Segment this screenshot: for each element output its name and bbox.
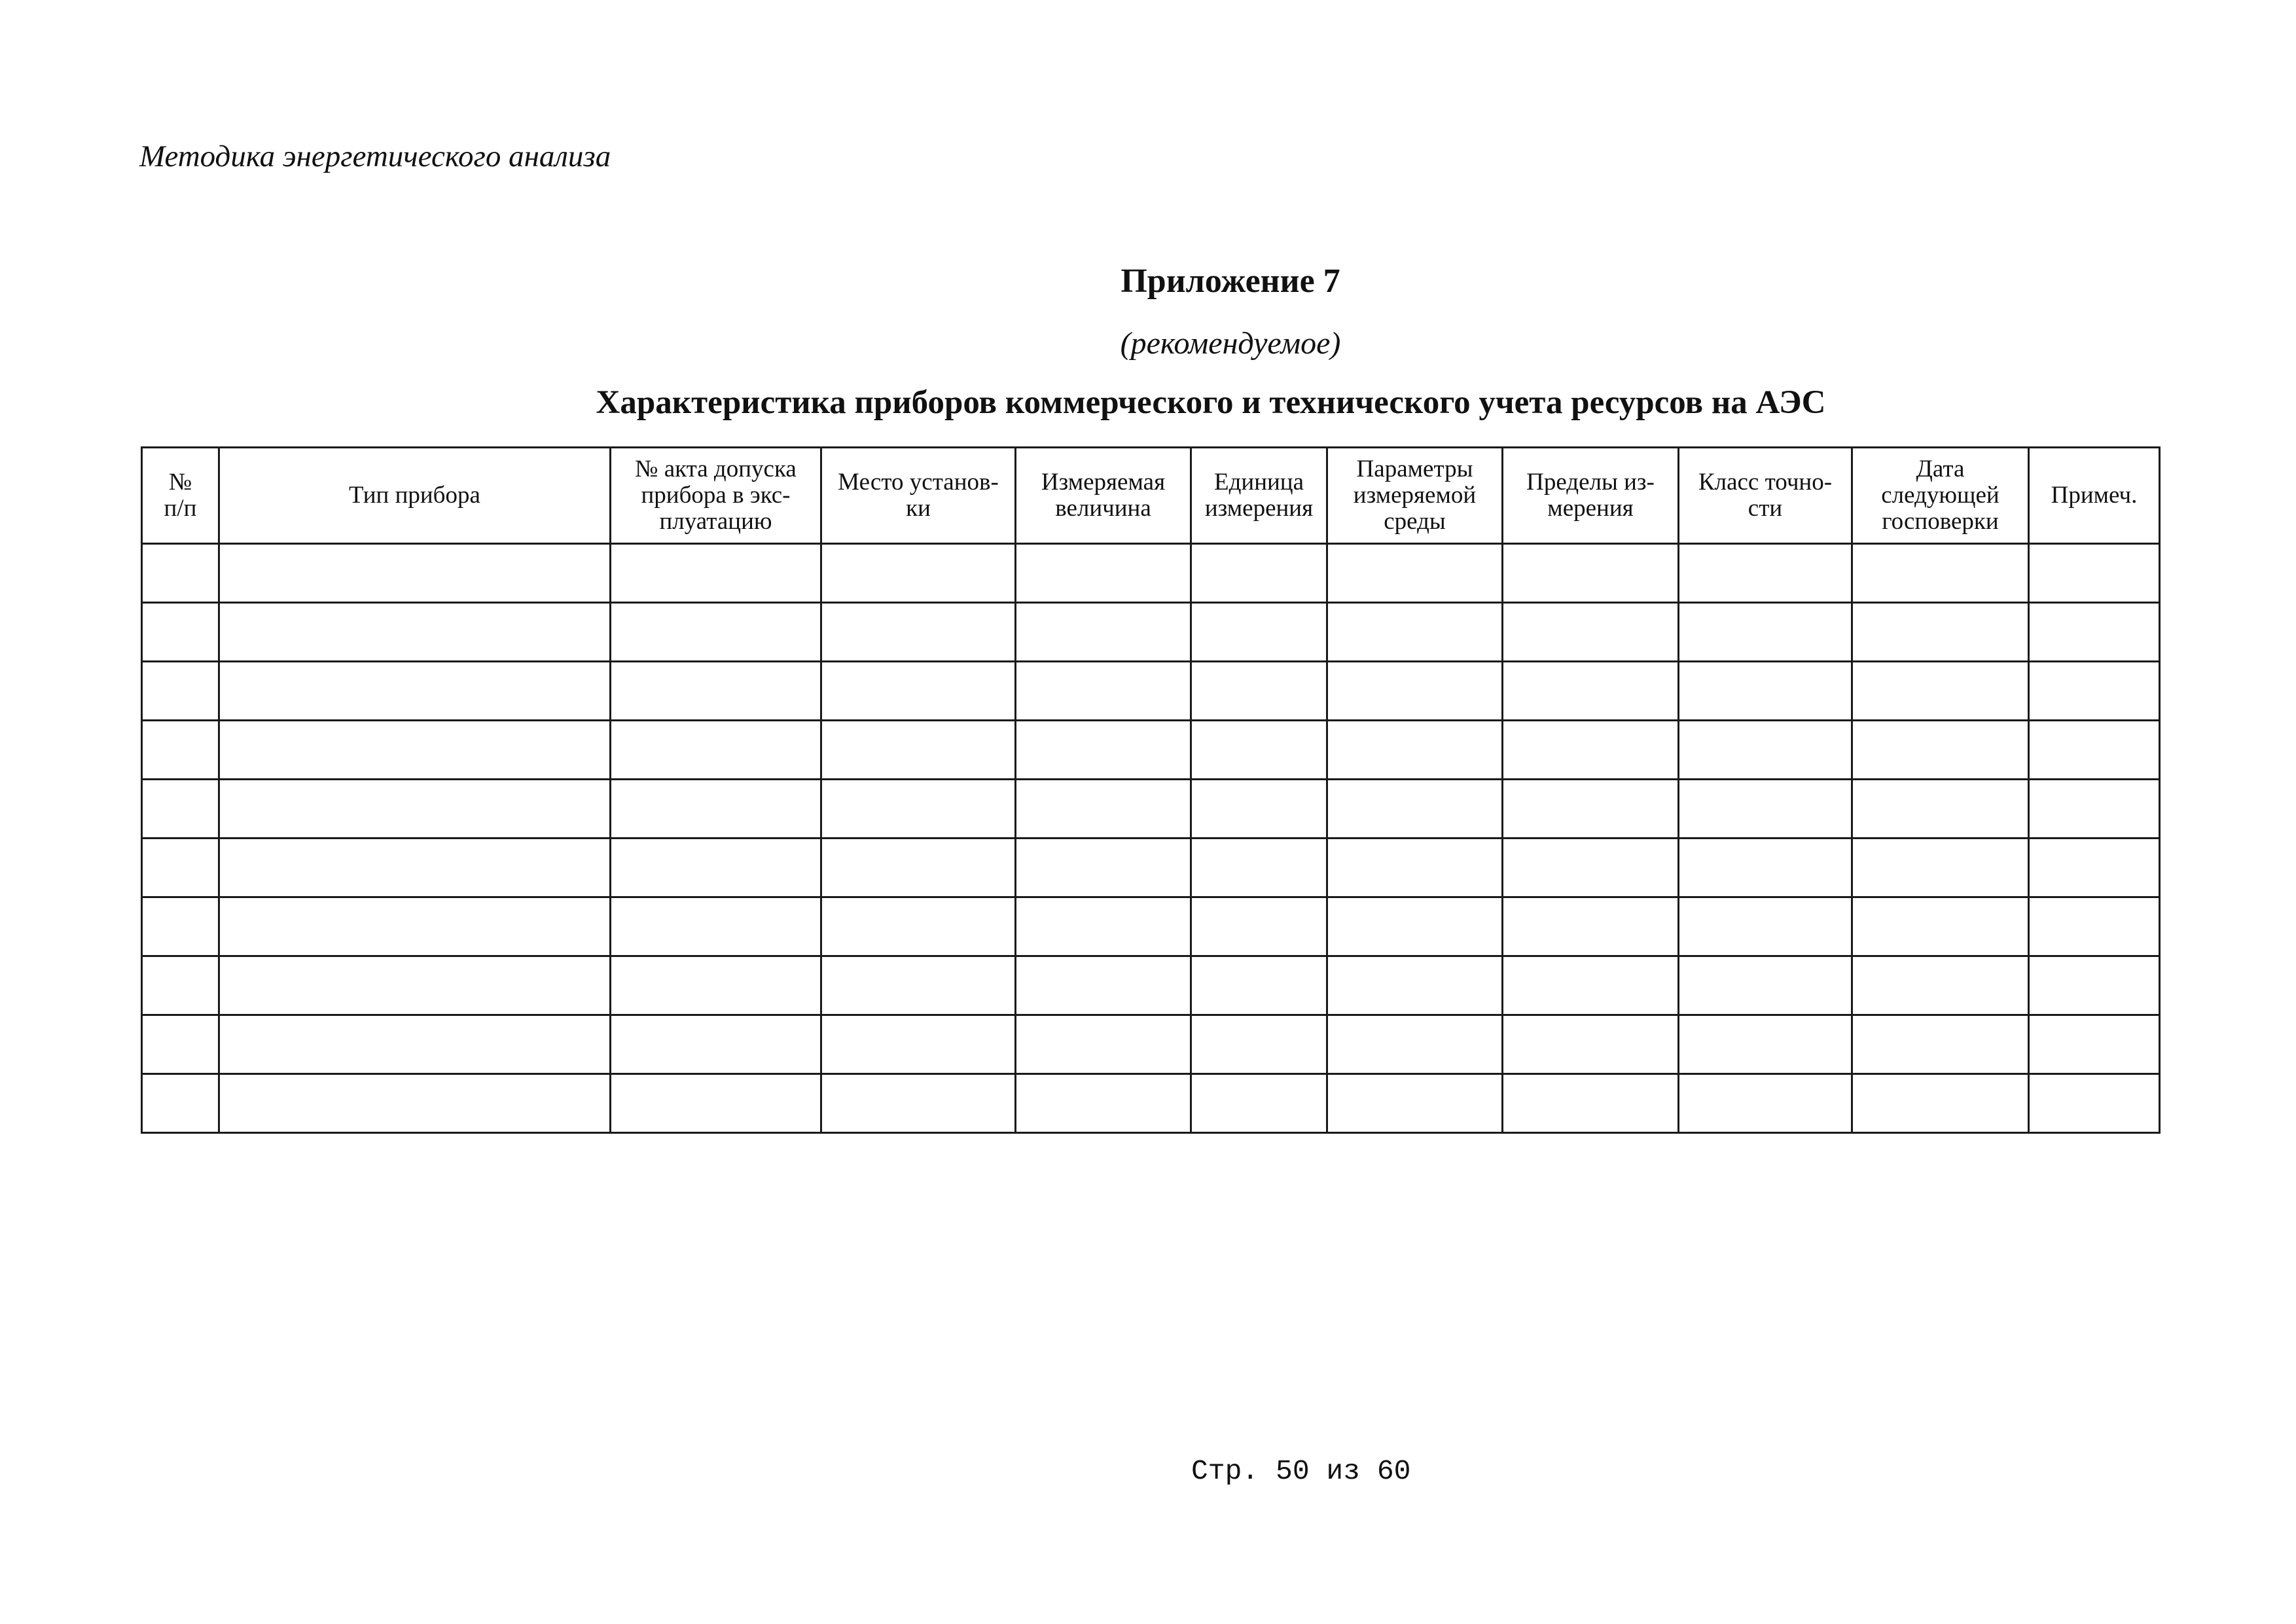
table-cell <box>1016 897 1191 956</box>
table-cell <box>1679 897 1852 956</box>
table-cell <box>1852 544 2029 603</box>
table-cell <box>219 1074 611 1133</box>
table-cell <box>1852 603 2029 662</box>
table-cell <box>142 1074 219 1133</box>
table-cell <box>1852 1074 2029 1133</box>
table-cell <box>821 839 1016 897</box>
table-cell <box>611 897 821 956</box>
table-cell <box>1191 897 1327 956</box>
table-cell <box>1191 839 1327 897</box>
table-cell <box>1503 780 1679 839</box>
table-cell <box>1852 956 2029 1015</box>
column-header-device-type: Тип прибора <box>219 448 611 544</box>
table-cell <box>821 721 1016 780</box>
table-cell <box>611 1074 821 1133</box>
table-cell <box>2029 603 2160 662</box>
table-cell <box>1503 721 1679 780</box>
table-cell <box>1016 956 1191 1015</box>
table-cell <box>821 603 1016 662</box>
table-cell <box>2029 544 2160 603</box>
table-cell <box>1327 780 1503 839</box>
table-row <box>142 1074 2160 1133</box>
table-cell <box>2029 662 2160 721</box>
table-cell <box>611 603 821 662</box>
table-cell <box>219 839 611 897</box>
table-cell <box>2029 1074 2160 1133</box>
column-header-acceptance-act: № акта допуска прибора в экс- плуатацию <box>611 448 821 544</box>
table-cell <box>1503 603 1679 662</box>
table-cell <box>1852 780 2029 839</box>
table-cell <box>142 956 219 1015</box>
table-cell <box>219 721 611 780</box>
table-cell <box>1679 544 1852 603</box>
column-header-measurement-range: Пределы из- мерения <box>1503 448 1679 544</box>
table-cell <box>821 544 1016 603</box>
table-cell <box>611 780 821 839</box>
table-cell <box>1327 603 1503 662</box>
table-cell <box>142 1015 219 1074</box>
table-cell <box>1327 662 1503 721</box>
table-cell <box>611 956 821 1015</box>
table-cell <box>2029 956 2160 1015</box>
table-cell <box>611 1015 821 1074</box>
table-cell <box>2029 721 2160 780</box>
table-row <box>142 956 2160 1015</box>
table-cell <box>1327 839 1503 897</box>
table-cell <box>219 662 611 721</box>
table-cell <box>611 662 821 721</box>
table-cell <box>1191 544 1327 603</box>
column-header-measured-quantity: Измеряемая величина <box>1016 448 1191 544</box>
table-cell <box>821 780 1016 839</box>
table-cell <box>821 897 1016 956</box>
table-cell <box>1503 1074 1679 1133</box>
table-row <box>142 897 2160 956</box>
table-cell <box>611 721 821 780</box>
table-cell <box>1503 839 1679 897</box>
table-cell <box>1679 662 1852 721</box>
table-cell <box>1016 839 1191 897</box>
table-cell <box>1852 839 2029 897</box>
table-cell <box>821 1074 1016 1133</box>
table-cell <box>219 1015 611 1074</box>
table-cell <box>1327 1015 1503 1074</box>
table-cell <box>1503 956 1679 1015</box>
instruments-table <box>141 446 2161 1134</box>
table-cell <box>1327 721 1503 780</box>
table-body <box>142 544 2160 1133</box>
table-cell <box>1503 662 1679 721</box>
table-cell <box>1016 1015 1191 1074</box>
table-cell <box>1327 544 1503 603</box>
table-cell <box>1191 603 1327 662</box>
table-cell <box>219 603 611 662</box>
table-row <box>142 544 2160 603</box>
table-cell <box>1327 897 1503 956</box>
table-caption: Характеристика приборов коммерческого и технического учета ресурсов на АЭС <box>596 384 1826 421</box>
table-cell <box>1327 1074 1503 1133</box>
table-cell <box>1016 721 1191 780</box>
table-cell <box>2029 839 2160 897</box>
table-cell <box>1016 1074 1191 1133</box>
table-cell <box>219 956 611 1015</box>
table-cell <box>821 956 1016 1015</box>
column-header-medium-parameters: Параметры измеряемой среды <box>1327 448 1503 544</box>
table-cell <box>1016 780 1191 839</box>
table-cell <box>1503 897 1679 956</box>
table-cell <box>1679 1074 1852 1133</box>
appendix-title: Приложение 7 <box>1121 262 1340 300</box>
table-header-row <box>142 448 2160 544</box>
table-cell <box>1191 662 1327 721</box>
table-cell <box>1852 1015 2029 1074</box>
table-cell <box>1852 662 2029 721</box>
column-header-install-location: Место установ- ки <box>821 448 1016 544</box>
table-cell <box>1679 839 1852 897</box>
table-cell <box>1327 956 1503 1015</box>
table-cell <box>142 839 219 897</box>
table-row <box>142 839 2160 897</box>
table-cell <box>1191 1015 1327 1074</box>
table-cell <box>142 780 219 839</box>
table-cell <box>219 780 611 839</box>
table-row <box>142 1015 2160 1074</box>
table-row <box>142 603 2160 662</box>
table-cell <box>219 544 611 603</box>
table-cell <box>219 897 611 956</box>
table-cell <box>1852 721 2029 780</box>
table-cell <box>1852 897 2029 956</box>
column-header-number: № п/п <box>142 448 219 544</box>
table-cell <box>2029 780 2160 839</box>
table-cell <box>1016 544 1191 603</box>
table-cell <box>142 897 219 956</box>
table-cell <box>611 839 821 897</box>
table-cell <box>1679 721 1852 780</box>
table-cell <box>1016 603 1191 662</box>
table-cell <box>821 1015 1016 1074</box>
table-cell <box>1191 1074 1327 1133</box>
table-cell <box>142 721 219 780</box>
table-row <box>142 721 2160 780</box>
table-cell <box>142 544 219 603</box>
appendix-subtitle: (рекомендуемое) <box>1120 326 1341 361</box>
table-row <box>142 662 2160 721</box>
column-header-next-verification-date: Дата следующей госповерки <box>1852 448 2029 544</box>
table-cell <box>1679 603 1852 662</box>
table-cell <box>142 662 219 721</box>
column-header-accuracy-class: Класс точно- сти <box>1679 448 1852 544</box>
table-cell <box>1191 721 1327 780</box>
table-cell <box>1016 662 1191 721</box>
table-cell <box>1679 780 1852 839</box>
table-row <box>142 780 2160 839</box>
table-cell <box>1191 780 1327 839</box>
table-cell <box>142 603 219 662</box>
table-cell <box>1503 544 1679 603</box>
table-cell <box>821 662 1016 721</box>
table-cell <box>2029 897 2160 956</box>
table-cell <box>1503 1015 1679 1074</box>
column-header-notes: Примеч. <box>2029 448 2160 544</box>
page-number: Стр. 50 из 60 <box>1191 1455 1411 1487</box>
table-cell <box>611 544 821 603</box>
running-header: Методика энергетического анализа <box>139 139 611 173</box>
table-cell <box>2029 1015 2160 1074</box>
column-header-unit: Единица измерения <box>1191 448 1327 544</box>
table-cell <box>1679 956 1852 1015</box>
table-cell <box>1679 1015 1852 1074</box>
table-cell <box>1191 956 1327 1015</box>
